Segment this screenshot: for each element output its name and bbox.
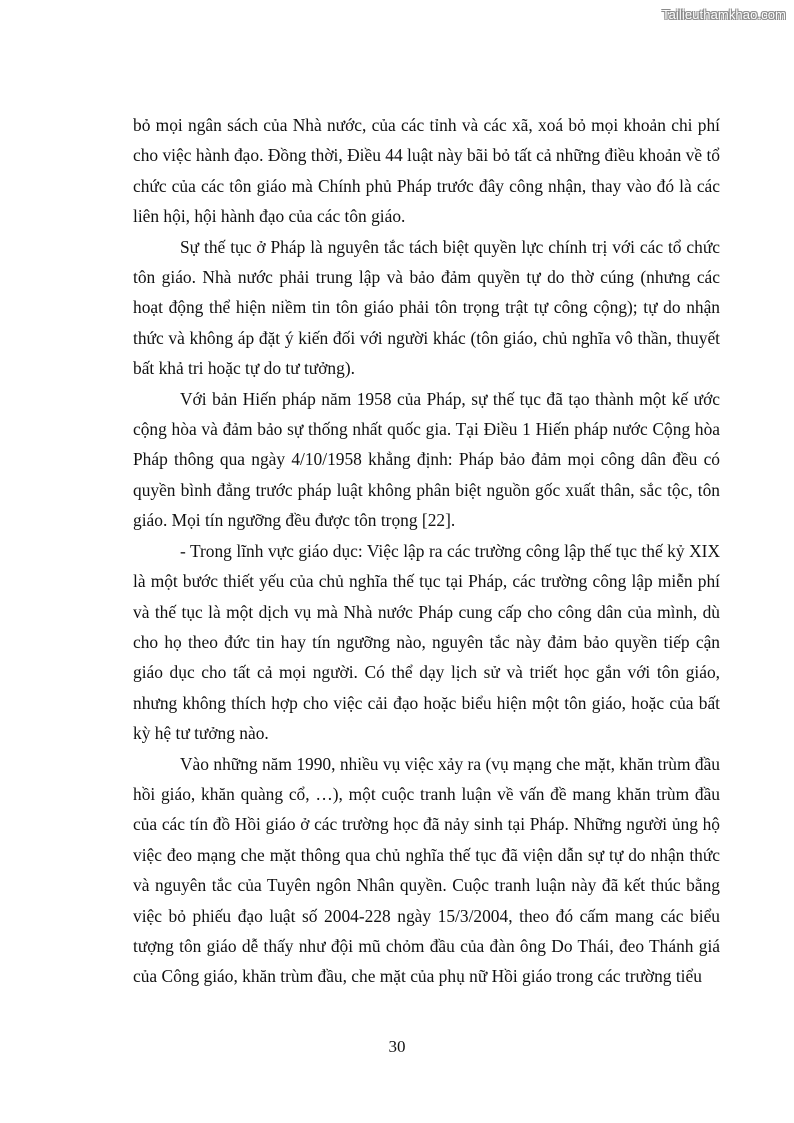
paragraph-5: Vào những năm 1990, nhiều vụ việc xảy ra (vụ mạng che mặt, khăn trùm đầu hồi giáo, khăn quàng cổ, …), một cuộc tranh luận về vấn đề mang khăn trùm đầu của các tín đồ Hồi giáo ở các trường học đã nảy sinh tại Pháp. Những người ủng hộ việc đeo mạng che mặt thông qua chủ nghĩa thế tục đã viện dẫn sự tự do nhận thức và nguyên tắc của Tuyên ngôn Nhân quyền. Cuộc tranh luận này đã kết thúc bằng việc bỏ phiếu đạo luật số 2004-228 ngày 15/3/2004, theo đó cấm mang các biểu tượng tôn giáo dễ thấy như đội mũ chỏm đầu của đàn ông Do Thái, đeo Thánh giá của Công giáo, khăn trùm đầu, che mặt của phụ nữ Hồi giáo trong các trường tiểu: [133, 753, 720, 987]
watermark: Tailieuthamkhao.com: [661, 7, 786, 22]
paragraph-4: - Trong lĩnh vực giáo dục: Việc lập ra các trường công lập thế tục thế kỷ XIX là một bước thiết yếu của chủ nghĩa thế tục tại Pháp, các trường công lập miễn phí và thế tục là một dịch vụ mà Nhà nước Pháp cung cấp cho công dân của mình, dù cho họ theo đức tin hay tín ngưỡng nào, nguyên tắc này đảm bảo quyền tiếp cận giáo dục cho tất cả mọi người. Có thể dạy lịch sử và triết học gắn với tôn giáo, nhưng không thích hợp cho việc cải đạo hoặc biểu hiện một tôn giáo, hoặc của bất kỳ hệ tư tưởng nào.: [133, 540, 720, 744]
paragraph-1: bỏ mọi ngân sách của Nhà nước, của các tỉnh và các xã, xoá bỏ mọi khoản chi phí cho việc hành đạo. Đồng thời, Điều 44 luật này bãi bỏ tất cả những điều khoản về tổ chức của các tôn giáo mà Chính phủ Pháp trước đây công nhận, thay vào đó là các liên hội, hội hành đạo của các tôn giáo.: [133, 115, 720, 227]
paragraph-3: Với bản Hiến pháp năm 1958 của Pháp, sự thế tục đã tạo thành một kế ước cộng hòa và đảm bảo sự thống nhất quốc gia. Tại Điều 1 Hiến pháp nước Cộng hòa Pháp thông qua ngày 4/10/1958 khẳng định: Pháp bảo đảm mọi công dân đều có quyền bình đẳng trước pháp luật không phân biệt nguồn gốc xuất thân, sắc tộc, tôn giáo. Mọi tín ngưỡng đều được tôn trọng [22].: [133, 388, 720, 531]
document-body: [133, 110, 720, 992]
paragraph-2: Sự thế tục ở Pháp là nguyên tắc tách biệt quyền lực chính trị với các tổ chức tôn giáo. Nhà nước phải trung lập và bảo đảm quyền tự do thờ cúng (nhưng các hoạt động thể hiện niềm tin tôn giáo phải tôn trọng trật tự công cộng); tự do nhận thức và không áp đặt ý kiến đối với người khác (tôn giáo, chủ nghĩa vô thần, thuyết bất khả tri hoặc tự do tư tưởng).: [133, 236, 720, 379]
page-number: 30: [388, 1037, 406, 1056]
